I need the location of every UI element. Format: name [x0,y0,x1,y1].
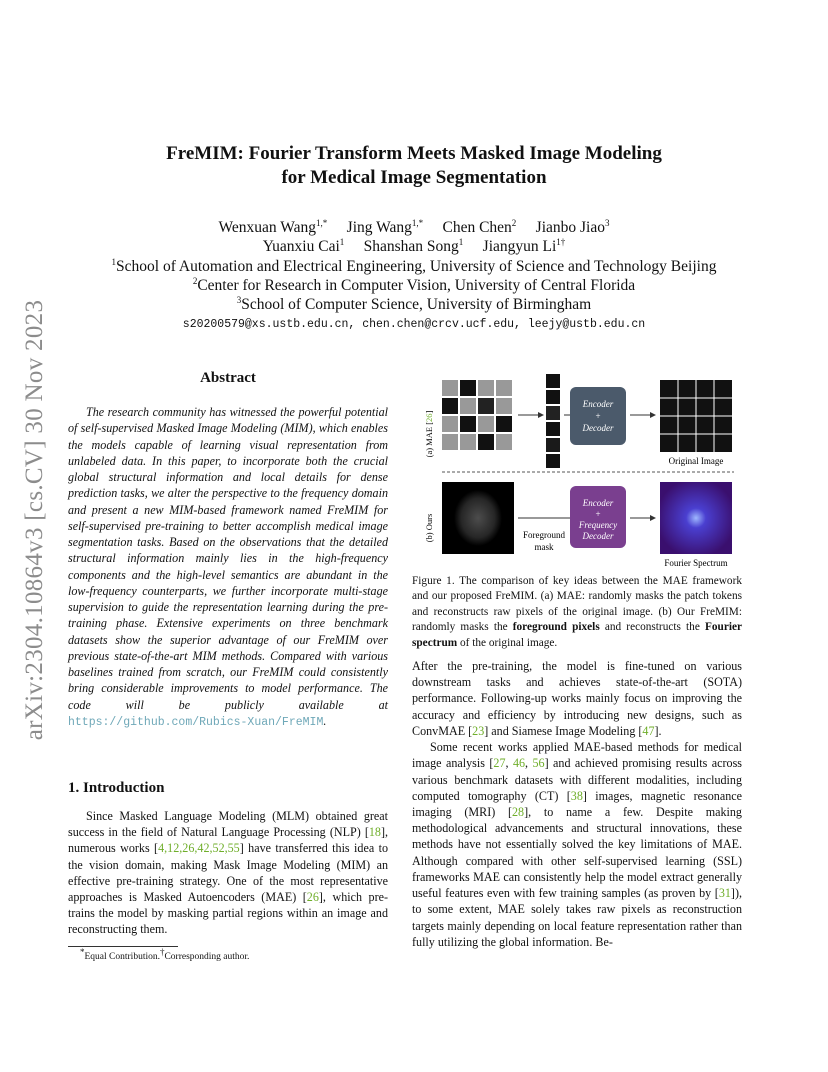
citation-link[interactable]: 26 [306,890,319,905]
authors-line-1 [100,218,728,238]
footnote: *Equal Contribution.†Corresponding author. [80,947,250,963]
arxiv-identifier: arXiv:2304.10864v3 [cs.CV] 30 Nov 2023 [21,299,48,741]
affiliation-2: $^2$Center for Research in Computer Vision, University of Central Florida [192,275,636,294]
citation-link[interactable]: 28 [512,804,525,819]
author: Wenxuan Wang$^{1,*}$ [218,217,328,236]
fourier-spectrum-label: Fourier Spectrum [664,558,728,568]
author: Jing Wang$^{1,*}$ [346,217,424,236]
author: Yuanxiu Cai$^1$ [262,236,345,255]
citation-link[interactable]: 46 [512,756,526,771]
svg-text:Decoder: Decoder [582,531,614,541]
visible-tokens [546,374,560,468]
introduction-paragraph: Since Masked Language Modeling (MLM) obtained great success in the field of Natural Language Processing (NLP) [18], numerous works [4,12,26,42,52,55] have transferred this idea to the vision domain, making Mask Image Modeling (MIM) an effective pre-training strategy. One of the most representative approaches is Masked Autoencoders (MAE) [26], which pre-trains the model by masking partial regions within an image and reconstructing them. [68,809,388,937]
title-line-1: FreMIM: Fourier Transform Meets Masked Image Modeling [166,143,662,164]
author-emails: s20200579@xs.ustb.edu.cn, chen.chen@crcv.ucf.edu, leejy@ustb.edu.cn [182,318,646,331]
author: Jiangyun $Li^{1\dagger}$ [482,236,566,255]
citation-link[interactable]: 4,12,26,42,52,55 [158,841,240,856]
right-column-text [412,658,742,950]
title-line-2: for Medical Image Segmentation [281,167,547,188]
fourier-spectrum-image [660,482,732,554]
abstract-text: The research community has witnessed the powerful potential of self-supervised Masked Image Modeling (MIM), which enables the models capable of learning visual representation from unlabeled data. In this paper, to incorporate both the crucial global structural information and local details for dense prediction tasks, we alter the perspective to the frequency domain and present a new MIM-based framework named FreMIM for self-supervised pre-training to better accomplish medical image segmentation tasks. Based on the observations that the detailed structural information mainly lies in the high-frequency components and the high-level semantics are abundant in the low-frequency counterparts, we further incorporate multi-stage supervision to guide the representation learning during the pre-training phase. Extensive experiments on three benchmark datasets show the superior advantage of our FreMIM over previous state-of-the-art MIM methods. Compared with various baselines trained from scratch, our FreMIM could consistently bring considerable improvements to model performance. The code will be publicly available at https://github.com/Rubics-Xuan/FreMIM. [68,405,388,729]
affiliation-3: $^3$School of Computer Science, University of Birmingham [236,294,592,313]
code-link[interactable]: https://github.com/Rubics-Xuan/FreMIM [68,715,324,729]
svg-text:+: + [595,411,601,421]
svg-text:Frequency: Frequency [578,520,618,530]
citation-link[interactable]: 47 [642,723,655,738]
introduction-heading: 1. Introduction [68,780,165,796]
svg-text:Decoder: Decoder [582,423,614,433]
figure-caption: Figure 1. The comparison of key ideas between the MAE framework and our proposed FreMIM. (a) MAE: randomly masks the patch tokens and reconstructs raw pixels of the original image. (b) Our FreMIM: randomly masks the foreground pixels and reconstructs the Fourier spectrum of the original image. [412,575,742,649]
author: Shanshan Song$^1$ [363,236,464,255]
citation-link[interactable]: 31 [718,886,731,901]
citation-link[interactable]: 56 [532,756,545,771]
paper-title [100,142,728,190]
original-image-label: Original Image [668,456,724,466]
paragraph: After the pre-training, the model is fine-tuned on various downstream tasks and achieves state-of-the-art (SOTA) performance. Following-up works mainly focus on improving the accuracy and efficiency by introducing new designs, such as ConvMAE [23] and Siamese Image Modeling [47]. [412,659,742,738]
svg-text:Encoder: Encoder [582,399,614,409]
paragraph: Some recent works applied MAE-based methods for medical image analysis [27, 46, 56] and achieved promising results across various benchmark datasets with different modalities, including computed tomography (CT) [38] images, magnetic resonance imaging (MRI) [28], to name a few. Despite making methodological advancements and structural innovations, these methods have not essentially solved the key limitations of MAE. Although compared with other self-supervised learning (SSL) frameworks MAE can consistently help the model extract generally useful features even with few training samples (as proven by [31]), to some extent, MAE solely takes raw pixels as reconstruction targets mainly depending on local feature representation rather than fully utilizing the global information. Be- [412,740,742,949]
mae-row-label: (a) MAE [26] [424,410,434,458]
citation-link[interactable]: 38 [570,788,583,803]
author: Chen Chen$^2$ [442,217,517,236]
citation-link[interactable]: 18 [368,825,381,840]
svg-text:Encoder: Encoder [582,498,614,508]
masked-patch-grid [442,380,512,450]
figure-1 [412,370,742,570]
citation-link[interactable]: 23 [472,723,485,738]
reconstructed-image [660,380,732,452]
mask-label: mask [534,542,554,552]
authors-line-2 [100,237,728,257]
svg-text:+: + [595,509,601,519]
citation-link[interactable]: 27 [493,756,506,771]
foreground-label: Foreground [523,530,565,540]
abstract-heading: Abstract [200,370,256,386]
affiliation-1: $^1$School of Automation and Electrical Engineering, University of Science and Technology Beijing [111,256,717,275]
author: Jianbo Jiao$^3$ [535,217,610,236]
ours-row-label: (b) Ours [424,513,434,543]
